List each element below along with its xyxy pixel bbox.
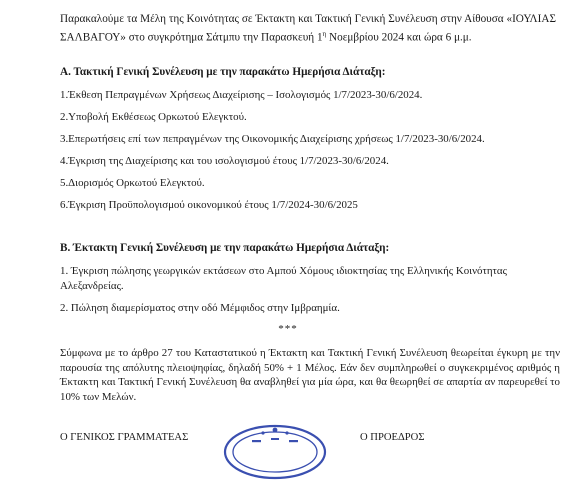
agenda-a-item-4: 4.Έγκριση της Διαχείρισης και του ισολογισμού έτους 1/7/2023-30/6/2024.	[60, 155, 389, 167]
intro-paragraph	[60, 12, 556, 45]
agenda-b-item-2: 2. Πώληση διαμερίσματος στην οδό Μέμφιδος στην Ιμβραημία.	[60, 302, 340, 314]
intro-superscript: η	[322, 29, 327, 38]
agenda-a-item-3: 3.Επερωτήσεις επί των πεπραγμένων της Οικονομικής Διαχείρισης χρήσεως 1/7/2023-30/6/2024.	[60, 133, 485, 145]
section-a-title: Α. Τακτική Γενική Συνέλευση με την παρακάτω Ημερήσια Διάταξη:	[60, 66, 386, 78]
section-b-title: Β. Έκτακτη Γενική Συνέλευση με την παρακάτω Ημερήσια Διάταξη:	[60, 242, 390, 254]
signature-president: Ο ΠΡΟΕΔΡΟΣ	[360, 432, 425, 443]
agenda-a-item-5: 5.Διορισμός Ορκωτού Ελεγκτού.	[60, 177, 205, 189]
intro-text-part1: Παρακαλούμε τα Μέλη της Κοινότητας σε Έκτακτη και Τακτική Γενική Συνέλευση στην Αίθουσα «ΙΟΥΛΙΑΣ ΣΑΛΒΑΓΟΥ» στο συγκρότημα Σάτμπυ την Παρασκευή 1	[60, 13, 556, 44]
closing-paragraph: Σύμφωνα με το άρθρο 27 του Καταστατικού η Έκτακτη και Τακτική Γενική Συνέλευση θεωρείται έγκυρη με την παρουσία της απόλυτης πλειοψηφίας, δηλαδή 50% + 1 Μέλος. Εάν δεν συμπληρωθεί ο συγκεκριμένος αριθμός η Έκτακτη και Τακτική Γενική Συνέλευση θα αναβληθεί για μία ώρα, και θα θεωρηθεί σε απαρτία αν παρευρεθεί το 10% των Μελών.	[60, 347, 560, 403]
agenda-a-item-1: 1.Έκθεση Πεπραγμένων Χρήσεως Διαχείρισης – Ισολογισμός 1/7/2023-30/6/2024.	[60, 89, 423, 101]
official-stamp-icon	[222, 418, 328, 482]
agenda-a-item-2: 2.Υποβολή Εκθέσεως Ορκωτού Ελεγκτού.	[60, 111, 247, 123]
separator-stars: ***	[278, 323, 298, 335]
agenda-b-item-1: 1. Έγκριση πώλησης γεωργικών εκτάσεων στο Αμπού Χόμους ιδιοκτησίας της Ελληνικής Κοινότητας Αλεξανδρείας.	[60, 265, 507, 292]
intro-text-part2: Νοεμβρίου 2024 και ώρα 6 μ.μ.	[326, 31, 472, 44]
agenda-a-item-6: 6.Έγκριση Προϋπολογισμού οικονομικού έτους 1/7/2024-30/6/2025	[60, 199, 358, 211]
signature-secretary: Ο ΓΕΝΙΚΟΣ ΓΡΑΜΜΑΤΕΑΣ	[60, 432, 189, 443]
